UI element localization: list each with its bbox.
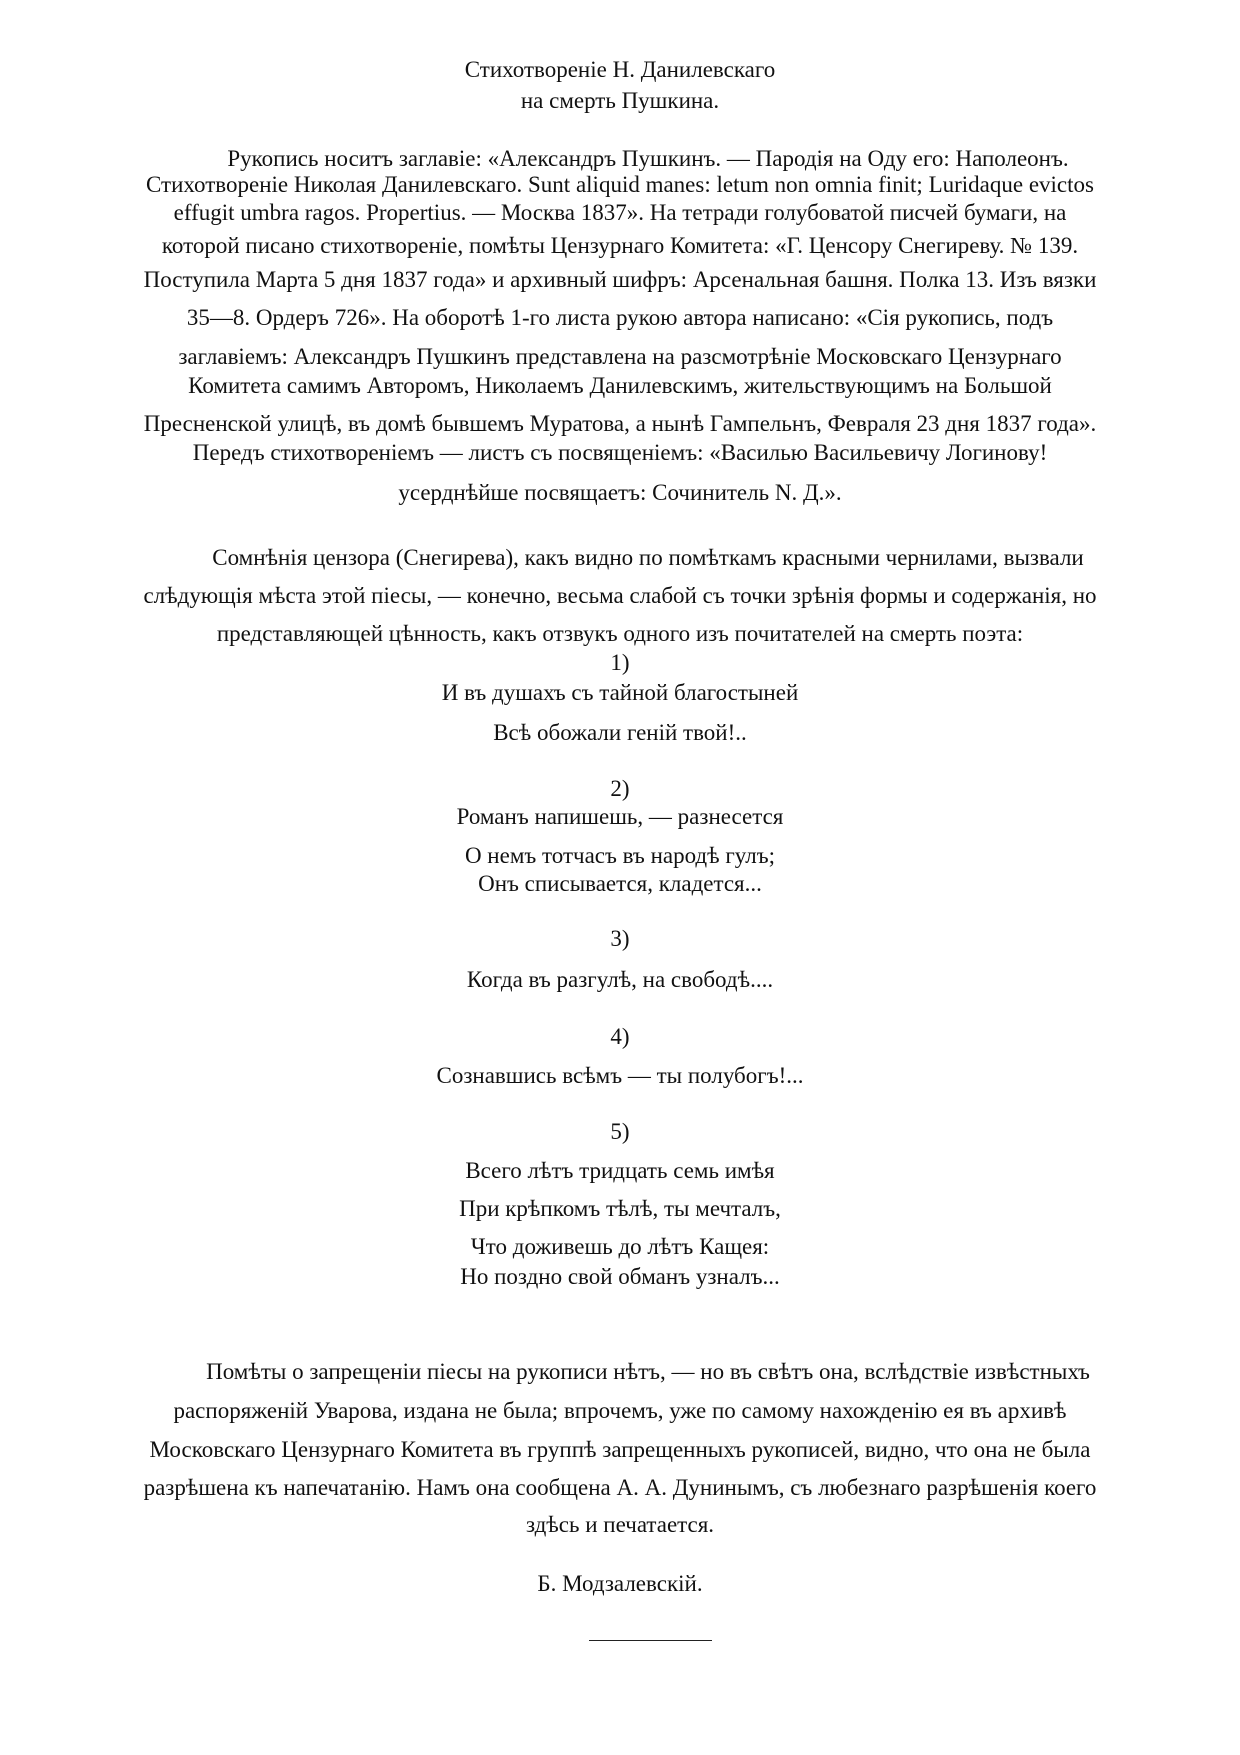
verse-number: 4) bbox=[610, 1024, 630, 1049]
text-line: усерднѣйше посвящаетъ: Сочинитель N. Д.». bbox=[398, 480, 842, 505]
end-divider bbox=[589, 1640, 712, 1641]
verse-line: Когда въ разгулѣ, на свободѣ.... bbox=[466, 967, 774, 992]
text-line: Сомнѣнія цензора (Снегирева), какъ видно по помѣткамъ красными чернилами, вызвали bbox=[212, 545, 1084, 570]
verse-number: 5) bbox=[610, 1119, 630, 1144]
text-line: 35—8. Ордеръ 726». На оборотѣ 1-го листа рукою автора написано: «Сія рукопись, подъ bbox=[186, 305, 1054, 330]
title-line: Стихотвореніе Н. Данилевскаго bbox=[464, 57, 776, 82]
text-line: слѣдующія мѣста этой піесы, — конечно, весьма слабой съ точки зрѣнія формы и содержанія, но bbox=[143, 583, 1097, 608]
verse-line: Сознавшись всѣмъ — ты полубогъ!... bbox=[436, 1063, 804, 1088]
text-line: Московскаго Цензурнаго Комитета въ группѣ запрещенныхъ рукописей, видно, что она не была bbox=[149, 1437, 1091, 1462]
verse-number: 1) bbox=[610, 650, 630, 675]
text-line: Передъ стихотвореніемъ — листъ съ посвященіемъ: «Василью Васильевичу Логинову! bbox=[192, 440, 1048, 465]
text-line: Поступила Марта 5 дня 1837 года» и архивный шифръ: Арсенальная башня. Полка 13. Изъ вязки bbox=[143, 267, 1097, 292]
text-line: Рукопись носитъ заглавіе: «Александръ Пушкинъ. — Пародія на Оду его: Наполеонъ. bbox=[227, 146, 1069, 171]
text-line: Комитета самимъ Авторомъ, Николаемъ Данилевскимъ, жительствующимъ на Большой bbox=[188, 373, 1052, 398]
verse-line: Но поздно свой обманъ узналъ... bbox=[460, 1264, 780, 1289]
verse-number: 3) bbox=[610, 926, 630, 951]
text-line: здѣсь и печатается. bbox=[525, 1512, 715, 1537]
verse-line: Всѣ обожали геній твой!.. bbox=[493, 720, 747, 745]
verse-line: При крѣпкомъ тѣлѣ, ты мечталъ, bbox=[459, 1196, 781, 1221]
text-line: Пресненской улицѣ, въ домѣ бывшемъ Муратова, а нынѣ Гампельнъ, Февраля 23 дня 1837 года». bbox=[143, 411, 1097, 436]
text-line: представляющей цѣнность, какъ отзвукъ одного изъ почитателей на смерть поэта: bbox=[216, 621, 1024, 646]
verse-line: Всего лѣтъ тридцать семь имѣя bbox=[465, 1158, 775, 1183]
text-line: распоряженій Уварова, издана не была; впрочемъ, уже по самому нахожденію ея въ архивѣ bbox=[173, 1398, 1067, 1423]
author-signature: Б. Модзалевскій. bbox=[537, 1571, 703, 1596]
verse-number: 2) bbox=[610, 776, 630, 801]
text-line: Помѣты о запрещеніи піесы на рукописи нѣтъ, — но въ свѣтъ она, вслѣдствіе извѣстныхъ bbox=[206, 1359, 1090, 1384]
verse-line: Что доживешь до лѣтъ Кащея: bbox=[470, 1234, 770, 1259]
text-line: заглавіемъ: Александръ Пушкинъ представлена на разсмотрѣніе Московскаго Цензурнаго bbox=[178, 344, 1062, 369]
text-line: Стихотвореніе Николая Данилевскаго. Sunt aliquid manes: letum non omnia finit; Luridaque evictos bbox=[146, 172, 1094, 197]
subtitle-line: на смерть Пушкина. bbox=[520, 88, 720, 113]
text-line: которой писано стихотвореніе, помѣты Цензурнаго Комитета: «Г. Ценсору Снегиреву. № 139. bbox=[161, 233, 1079, 258]
text-line: effugit umbra ragos. Propertius. — Москва 1837». На тетради голубоватой писчей бумаги, на bbox=[173, 200, 1067, 225]
verse-line: Онъ списывается, кладется... bbox=[478, 871, 762, 896]
verse-line: О немъ тотчасъ въ народѣ гулъ; bbox=[464, 843, 776, 868]
text-line: разрѣшена къ напечатанію. Намъ она сообщена А. А. Дунинымъ, съ любезнаго разрѣшенія коего bbox=[143, 1475, 1097, 1500]
verse-line: Романъ напишешь, — разнесется bbox=[456, 804, 784, 829]
verse-line: И въ душахъ съ тайной благостыней bbox=[441, 680, 799, 705]
